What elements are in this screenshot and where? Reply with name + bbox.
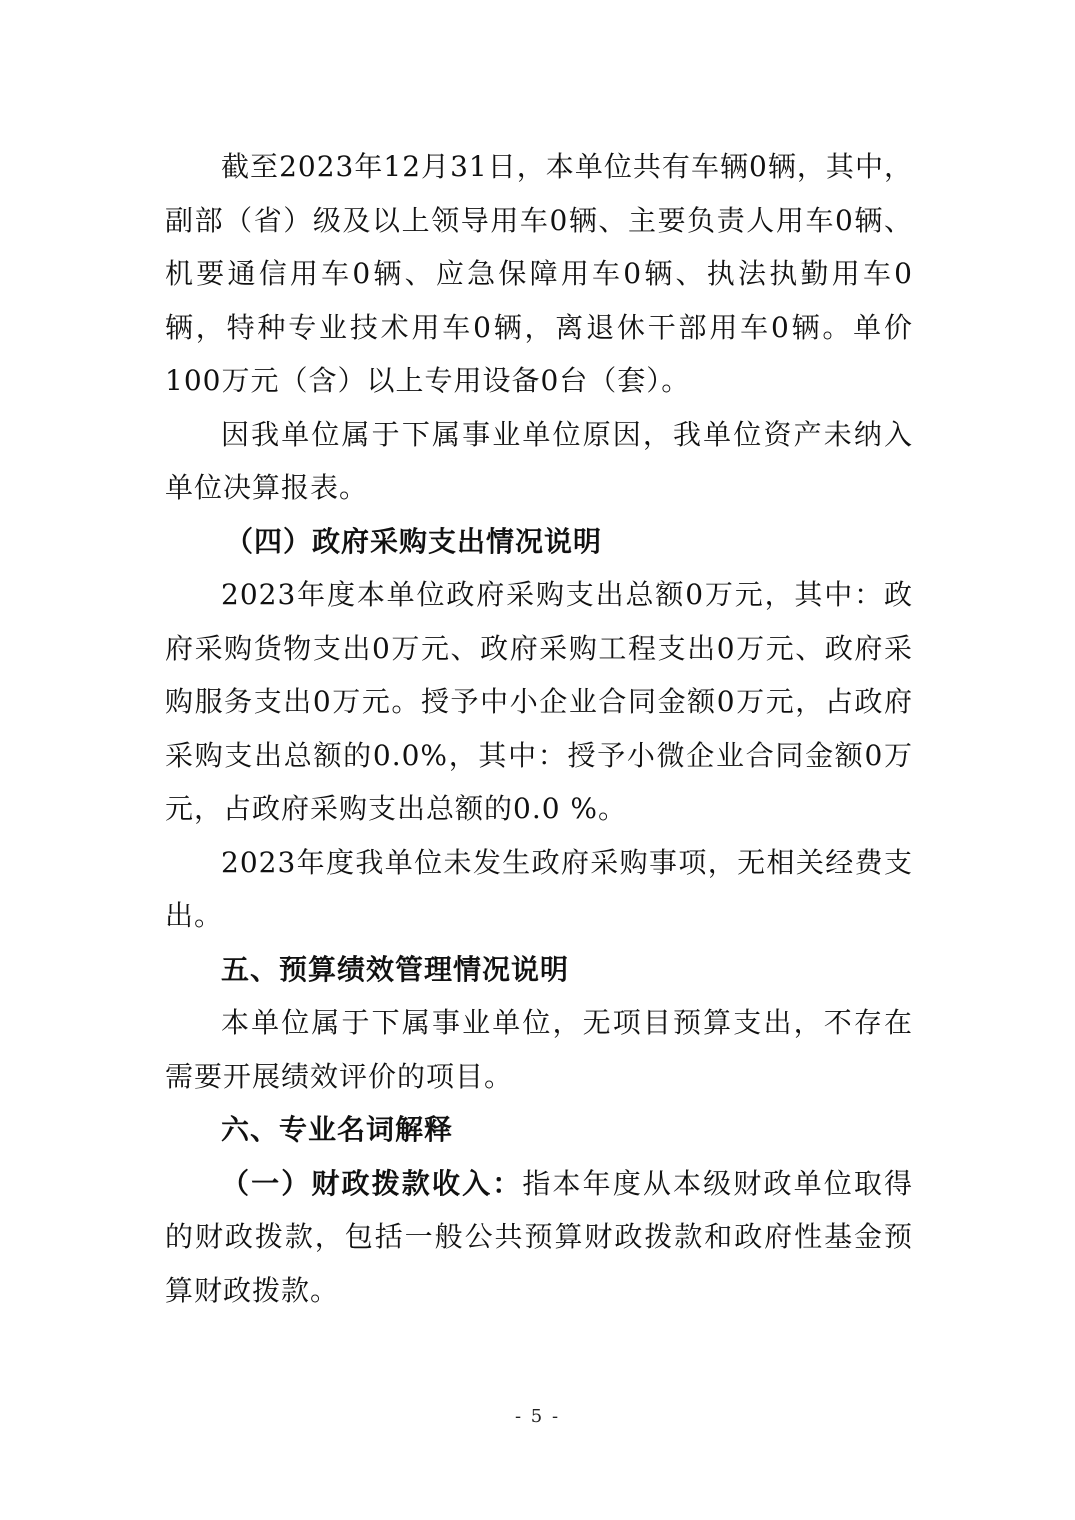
- procurement-note-paragraph: 2023年度我单位未发生政府采购事项，无相关经费支出。: [165, 845, 913, 932]
- vehicles-paragraph: 截至2023年12月31日，本单位共有车辆0辆，其中，副部（省）级及以上领导用车0辆、主要负责人用车0辆、机要通信用车0辆、应急保障用车0辆、执法执勤用车0辆，特种专业技术用车0辆，离退休干部用车0辆。单价100万元（含）以上专用设备0台（套）。: [165, 150, 913, 397]
- procurement-heading: （四）政府采购支出情况说明: [225, 524, 603, 558]
- terms-heading: 六、专业名词解释: [221, 1113, 454, 1146]
- assets-note-paragraph: 因我单位属于下属事业单位原因，我单位资产未纳入单位决算报表。: [165, 417, 913, 504]
- fiscal-term-paragraph: [165, 1157, 913, 1318]
- performance-note-paragraph: 本单位属于下属事业单位，无项目预算支出，不存在需要开展绩效评价的项目。: [165, 1006, 913, 1093]
- document-body: [165, 140, 913, 1317]
- page-number: - 5 -: [514, 1406, 561, 1427]
- procurement-detail-paragraph: 2023年度本单位政府采购支出总额0万元，其中：政府采购货物支出0万元、政府采购工程支出0万元、政府采购服务支出0万元。授予中小企业合同金额0万元，占政府采购支出总额的0.0%，其中：授予小微企业合同金额0万元，占政府采购支出总额的0.0 %。: [165, 578, 913, 825]
- fiscal-term-body: 指本年度从本级财政单位取得的财政拨款，包括一般公共预算财政拨款和政府性基金预算财政拨款。: [165, 1166, 913, 1307]
- fiscal-term-label: （一）财政拨款收入：: [221, 1166, 523, 1200]
- performance-heading: 五、预算绩效管理情况说明: [221, 952, 570, 986]
